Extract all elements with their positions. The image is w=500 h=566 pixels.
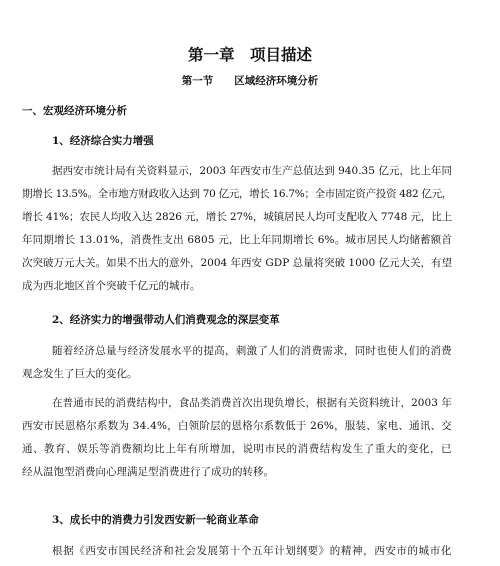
paragraph-line: 期增长 13.5%。全市地方财政收入达到 70 亿元，增长 16.7%；全市固定资产投资 482 亿元， bbox=[22, 188, 452, 200]
paragraph-line: 根据《西安市国民经济和社会发展第十个五年计划纲要》的精神，西安市的城市化 bbox=[52, 545, 452, 557]
paragraph-line: 在普通市民的消费结构中，食品类消费首次出现负增长，根据有关资料统计，2003 年 bbox=[52, 397, 452, 409]
subsection-heading-2: 2、经济实力的增强带动人们消费观念的深层变革 bbox=[52, 314, 280, 326]
paragraph-line: 随着经济总量与经济发展水平的提高，刺激了人们的消费需求，同时也使人们的消费 bbox=[52, 345, 452, 357]
paragraph-line: 年同期增长 13.01%，消费性支出 6805 元，比上年同期增长 6%。城市居民人均储蓄额首 bbox=[22, 234, 452, 246]
paragraph-line: 据西安市统计局有关资料显示，2003 年西安市生产总值达到 940.35 亿元，比上年同 bbox=[52, 165, 452, 177]
paragraph-line: 经从温饱型消费向心理满足型消费进行了成功的转移。 bbox=[22, 466, 274, 478]
paragraph-line: 次突破万元大关。如果不出大的意外，2004 年西安 GDP 总量将突破 1000 亿元大关，有望 bbox=[22, 257, 452, 269]
section-title: 第一节 区域经济环境分析 bbox=[181, 75, 319, 87]
paragraph-line: 观念发生了巨大的变化。 bbox=[22, 368, 138, 380]
part-heading: 一、宏观经济环境分析 bbox=[22, 105, 127, 117]
paragraph-line: 成为西北地区首个突破千亿元的城市。 bbox=[22, 280, 201, 292]
paragraph-line: 通、教育、娱乐等消费额均比上年有所增加，说明市民的消费结构发生了重大的变化，已 bbox=[22, 443, 452, 455]
paragraph-line: 增长 41%；农民人均收入达 2826 元，增长 27%，城镇居民人均可支配收入 7748 元，比上 bbox=[22, 211, 452, 223]
chapter-title: 第一章 项目描述 bbox=[187, 45, 312, 64]
subsection-heading-1: 1、经济综合实力增强 bbox=[52, 135, 154, 147]
subsection-heading-3: 3、成长中的消费力引发西安新一轮商业革命 bbox=[52, 514, 259, 526]
paragraph-line: 西安市民恩格尔系数为 34.4%，白领阶层的恩格尔系数低于 26%，服装、家电、通讯、交 bbox=[22, 420, 452, 432]
